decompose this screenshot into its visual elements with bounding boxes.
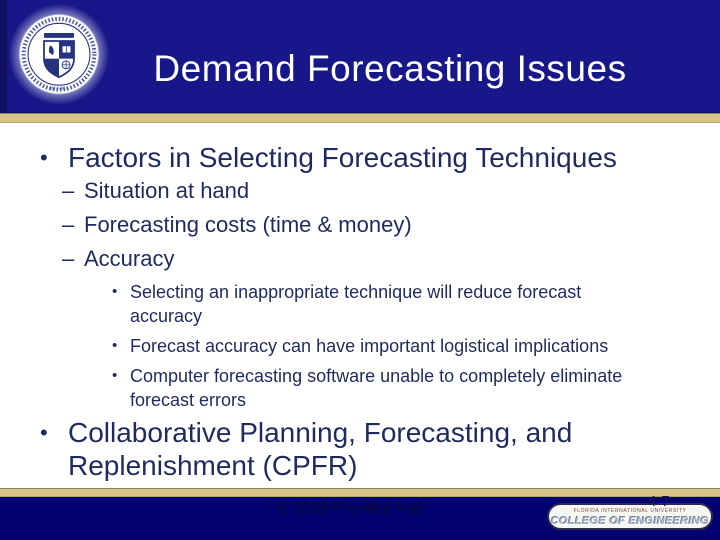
bullet-icon: •: [40, 145, 48, 170]
college-of-engineering-badge: [547, 503, 713, 530]
sub-sub-bullet-text: forecast errors: [130, 390, 247, 410]
divider-top: [0, 113, 720, 123]
title-bar: [0, 0, 720, 114]
footer-bar: [0, 493, 720, 540]
bullet-icon: •: [112, 283, 118, 300]
bullet-icon: •: [40, 420, 48, 445]
sub-bullet-item: [62, 174, 412, 208]
bullet-text: Factors in Selecting Forecasting Techniques: [68, 142, 617, 173]
sub-sub-bullet-text: Selecting an inappropriate technique will reduce forecast: [130, 282, 582, 302]
page-title: Demand Forecasting Issues: [153, 48, 627, 89]
page-number: 4-7: [648, 493, 670, 510]
sub-sub-bullet-text: Forecast accuracy can have important logistical implications: [130, 336, 609, 356]
sub-sub-bullet-item: [112, 334, 622, 358]
dash-icon: –: [62, 178, 75, 203]
bullet-item-cpfr: [40, 416, 572, 482]
copyright-text: © 2008 Prentice Hall: [276, 500, 424, 517]
university-seal-icon: [6, 3, 112, 109]
dash-icon: –: [62, 212, 75, 237]
divider-bottom: [0, 488, 720, 497]
sub-sub-bullet-item: [112, 280, 622, 328]
badge-college-name: COLLEGE OF ENGINEERING: [550, 515, 710, 527]
sub-sub-bullet-text: Computer forecasting software unable to completely eliminate: [130, 366, 623, 386]
bullet-icon: •: [112, 337, 118, 354]
bullet-item-factors: [40, 141, 617, 174]
bullet-text: Replenishment (CPFR): [68, 450, 358, 481]
sub-sub-bullet-text: accuracy: [130, 306, 203, 326]
dash-icon: –: [62, 246, 75, 271]
bullet-text: Collaborative Planning, Forecasting, and: [68, 417, 573, 448]
seal-miami-text: MIAMI: [49, 85, 69, 91]
sub-sub-bullet-item: [112, 364, 622, 412]
badge-university-name: FLORIDA INTERNATIONAL UNIVERSITY: [573, 508, 687, 514]
sub-sub-bullet-list: [112, 280, 622, 418]
sub-bullet-text: Accuracy: [84, 246, 175, 271]
bullet-icon: •: [112, 367, 118, 384]
sub-bullet-item: [62, 208, 412, 242]
sub-bullet-list: [62, 174, 412, 276]
sub-bullet-item: [62, 242, 412, 276]
sub-bullet-text: Situation at hand: [84, 178, 250, 203]
sub-bullet-text: Forecasting costs (time & money): [84, 212, 412, 237]
